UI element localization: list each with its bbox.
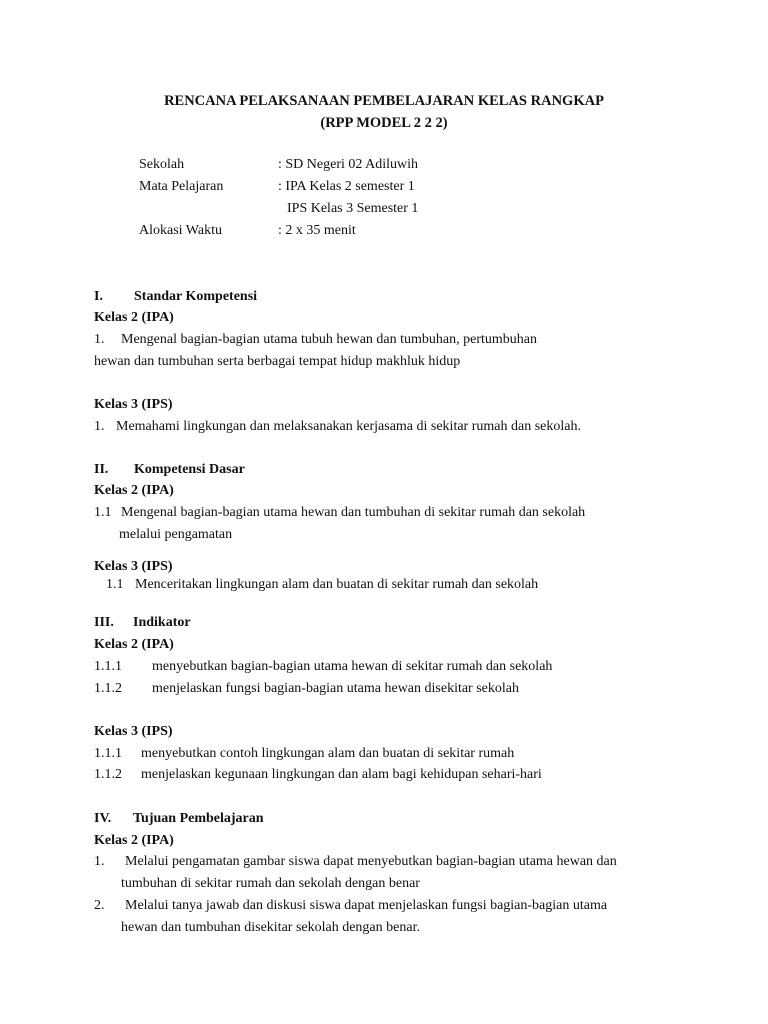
section1-heading: Standar Kompetensi (134, 289, 258, 304)
section2-kelas3-number: 1.1 (106, 577, 124, 592)
section2-kelas2-line1: Mengenal bagian-bagian utama hewan dan tumbuhan di sekitar rumah dan sekolah (121, 505, 586, 520)
section4-number: IV. (94, 811, 112, 826)
section4-item-number: 2. (94, 898, 105, 913)
sekolah-value: : SD Negeri 02 Adiluwih (278, 157, 418, 172)
section2-kelas2-line2: melalui pengamatan (119, 527, 233, 542)
section3-kelas2-label: Kelas 2 (IPA) (94, 637, 174, 652)
section3-number: III. (94, 615, 114, 630)
section1-kelas3-line1: Memahami lingkungan dan melaksanakan kerjasama di sekitar rumah dan sekolah. (116, 419, 581, 434)
mapel-value: : IPA Kelas 2 semester 1 (278, 179, 415, 194)
section3-kelas3-item-number: 1.1.2 (94, 767, 122, 782)
alokasi-label: Alokasi Waktu (139, 223, 222, 238)
section1-kelas3-number: 1. (94, 419, 105, 434)
section2-kelas2-label: Kelas 2 (IPA) (94, 483, 174, 498)
section4-item-number: 1. (94, 854, 105, 869)
section1-kelas2-number: 1. (94, 332, 105, 347)
section3-kelas2-item-number: 1.1.1 (94, 659, 122, 674)
section1-kelas2-line2: hewan dan tumbuhan serta berbagai tempat hidup makhluk hidup (94, 354, 461, 369)
document-subtitle: (RPP MODEL 2 2 2) (320, 115, 448, 131)
section2-number: II. (94, 462, 109, 477)
mapel-label: Mata Pelajaran (139, 179, 224, 194)
mapel-value-2: IPS Kelas 3 Semester 1 (287, 201, 419, 216)
section2-kelas3-label: Kelas 3 (IPS) (94, 559, 173, 574)
section3-kelas3-item-text: menjelaskan kegunaan lingkungan dan alam bagi kehidupan sehari-hari (141, 767, 542, 782)
section3-kelas2-item-text: menyebutkan bagian-bagian utama hewan di sekitar rumah dan sekolah (152, 659, 553, 674)
section3-kelas3-item-number: 1.1.1 (94, 746, 122, 761)
section2-heading: Kompetensi Dasar (134, 462, 245, 477)
section4-item-line2: hewan dan tumbuhan disekitar sekolah dengan benar. (121, 920, 420, 935)
section3-heading: Indikator (133, 615, 191, 630)
document-title: RENCANA PELAKSANAAN PEMBELAJARAN KELAS RANGKAP (164, 93, 604, 109)
section3-kelas2-item-text: menjelaskan fungsi bagian-bagian utama hewan disekitar sekolah (152, 681, 519, 696)
section3-kelas3-item-text: menyebutkan contoh lingkungan alam dan buatan di sekitar rumah (141, 746, 515, 761)
section4-item-line2: tumbuhan di sekitar rumah dan sekolah dengan benar (121, 876, 420, 891)
section1-kelas3-label: Kelas 3 (IPS) (94, 397, 173, 412)
section1-kelas2-label: Kelas 2 (IPA) (94, 310, 174, 325)
section4-item-line1: Melalui pengamatan gambar siswa dapat menyebutkan bagian-bagian utama hewan dan (125, 854, 617, 869)
section4-item-line1: Melalui tanya jawab dan diskusi siswa dapat menjelaskan fungsi bagian-bagian utama (125, 898, 608, 913)
sekolah-label: Sekolah (139, 157, 185, 172)
alokasi-value: : 2 x 35 menit (278, 223, 356, 238)
section2-kelas3-line1: Menceritakan lingkungan alam dan buatan di sekitar rumah dan sekolah (135, 577, 539, 592)
section3-kelas2-item-number: 1.1.2 (94, 681, 122, 696)
section4-heading: Tujuan Pembelajaran (133, 811, 264, 826)
section4-kelas2-label: Kelas 2 (IPA) (94, 833, 174, 848)
section3-kelas3-label: Kelas 3 (IPS) (94, 724, 173, 739)
section1-kelas2-line1: Mengenal bagian-bagian utama tubuh hewan dan tumbuhan, pertumbuhan (121, 332, 537, 347)
section1-number: I. (94, 289, 103, 304)
section2-kelas2-number: 1.1 (94, 505, 112, 520)
